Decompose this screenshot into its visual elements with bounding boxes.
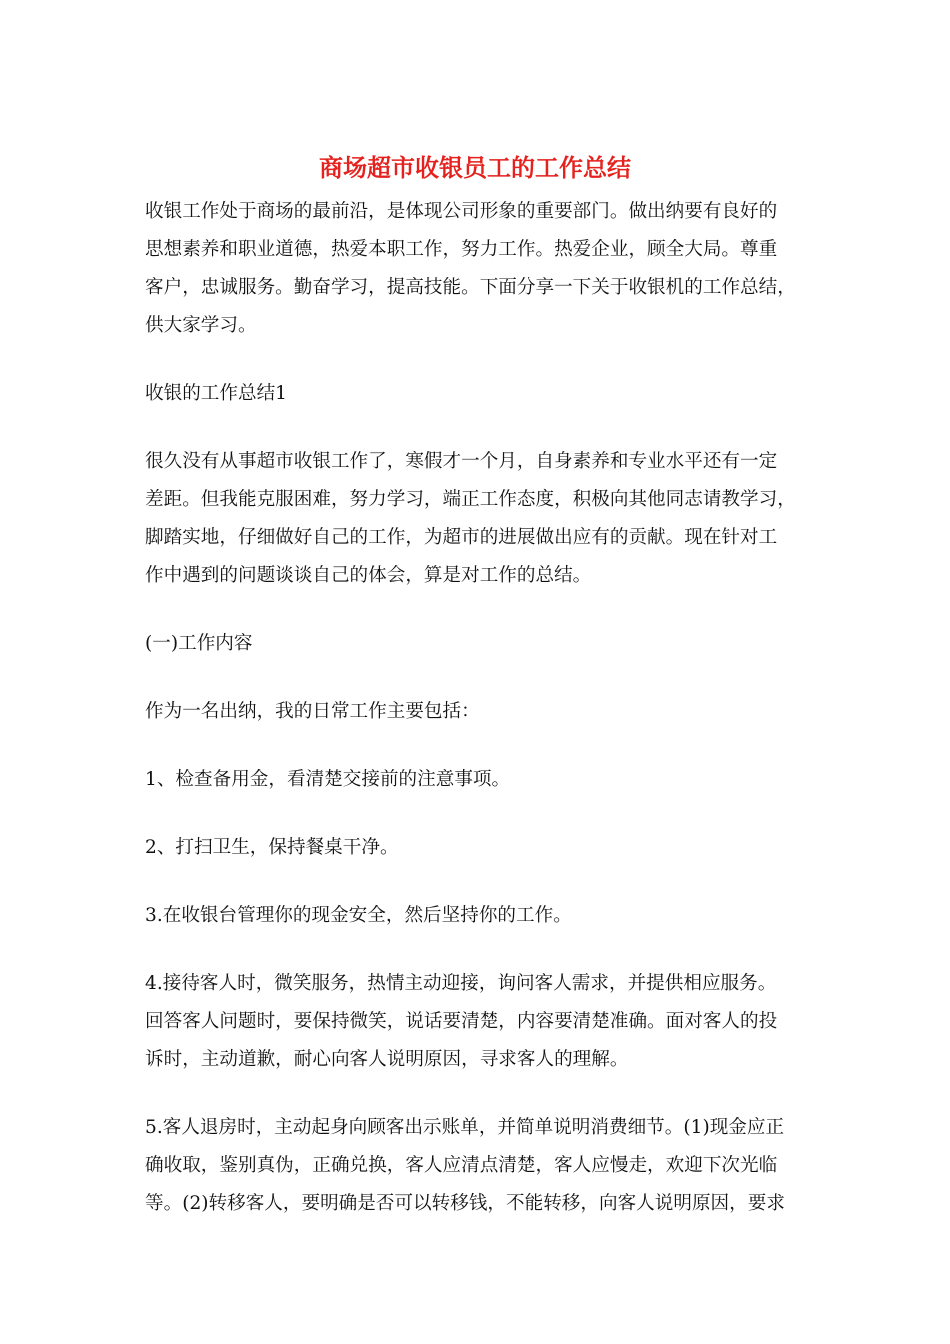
- text-line: 客户，忠诚服务。勤奋学习，提高技能。下面分享一下关于收银机的工作总结，: [145, 277, 796, 298]
- list-item: [145, 897, 805, 935]
- paragraph-lead: [145, 693, 805, 731]
- text-line: 诉时，主动道歉，耐心向客人说明原因，寻求客人的理解。: [145, 1049, 629, 1070]
- text-line: 等。(2)转移客人，要明确是否可以转移钱，不能转移，向客人说明原因，要求: [145, 1193, 785, 1214]
- text-line: 作为一名出纳，我的日常工作主要包括：: [145, 701, 480, 722]
- text-line: 5.客人退房时，主动起身向顾客出示账单，并简单说明消费细节。(1)现金应正: [145, 1117, 785, 1138]
- list-item: [145, 1109, 805, 1223]
- text-line: (一)工作内容: [145, 633, 253, 654]
- document-title: 商场超市收银员工的工作总结: [319, 153, 631, 182]
- text-line: 确收取，鉴别真伪，正确兑换，客人应清点清楚，客人应慢走，欢迎下次光临: [145, 1155, 778, 1176]
- list-item: [145, 829, 805, 867]
- list-item: [145, 965, 805, 1079]
- text-line: 1、检查备用金，看清楚交接前的注意事项。: [145, 769, 511, 790]
- text-line: 2、打扫卫生，保持餐桌干净。: [145, 837, 399, 858]
- text-line: 差距。但我能克服困难，努力学习，端正工作态度，积极向其他同志请教学习，: [145, 489, 796, 510]
- document-body: [145, 193, 805, 1253]
- text-line: 4.接待客人时，微笑服务，热情主动迎接，询问客人需求，并提供相应服务。: [145, 973, 777, 994]
- paragraph-summary: [145, 443, 805, 595]
- section-heading: [145, 375, 805, 413]
- text-line: 供大家学习。: [145, 315, 257, 336]
- list-item: [145, 761, 805, 799]
- text-line: 很久没有从事超市收银工作了，寒假才一个月，自身素养和专业水平还有一定: [145, 451, 778, 472]
- subsection-heading: [145, 625, 805, 663]
- paragraph-intro: [145, 193, 805, 345]
- text-line: 收银工作处于商场的最前沿，是体现公司形象的重要部门。做出纳要有良好的: [145, 201, 778, 222]
- text-line: 作中遇到的问题谈谈自己的体会，算是对工作的总结。: [145, 565, 592, 586]
- text-line: 思想素养和职业道德，热爱本职工作，努力工作。热爱企业，顾全大局。尊重: [145, 239, 778, 260]
- text-line: 3.在收银台管理你的现金安全，然后坚持你的工作。: [145, 905, 572, 926]
- text-line: 收银的工作总结1: [145, 383, 287, 404]
- text-line: 回答客人问题时，要保持微笑，说话要清楚，内容要清楚准确。面对客人的投: [145, 1011, 778, 1032]
- text-line: 脚踏实地，仔细做好自己的工作，为超市的进展做出应有的贡献。现在针对工: [145, 527, 778, 548]
